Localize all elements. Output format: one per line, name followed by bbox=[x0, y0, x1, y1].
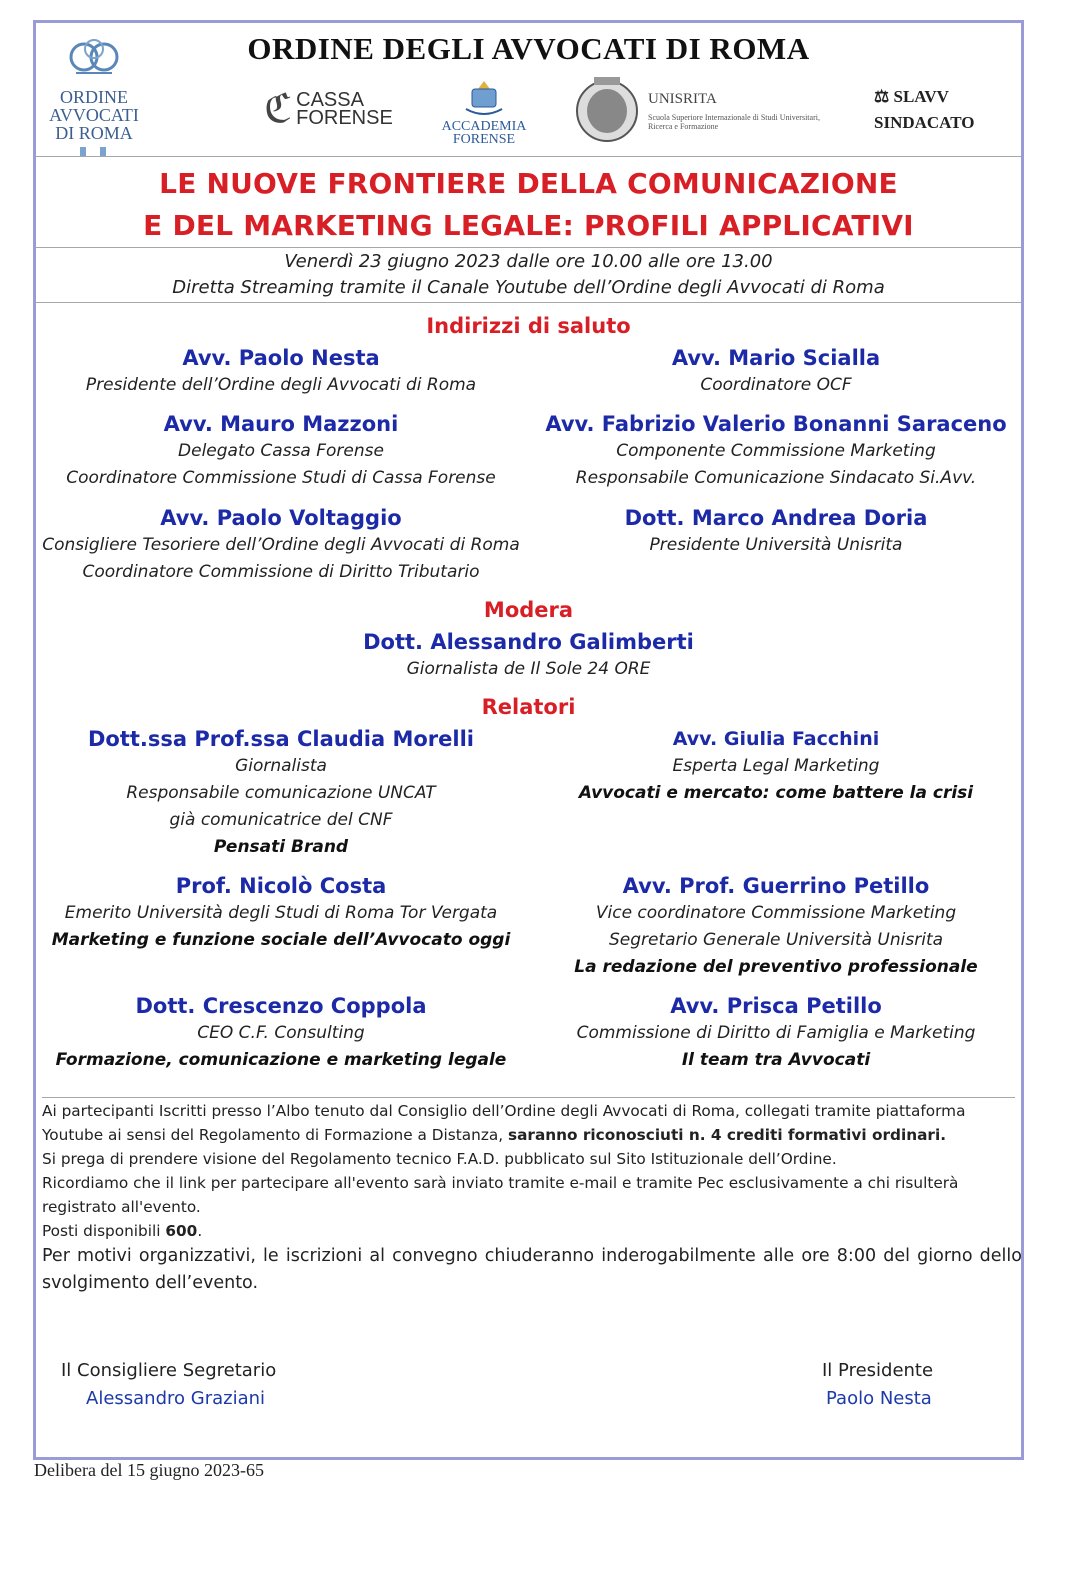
notes-iscrizioni: Per motivi organizzativi, le iscrizioni al convegno chiuderanno inderogabilmente alle ore 8:00 del giorno dello svolgimento dell’evento. bbox=[42, 1246, 1022, 1293]
header-divider bbox=[36, 156, 1021, 157]
speaker-role: Consigliere Tesoriere dell’Ordine degli Avvocati di Roma bbox=[42, 535, 520, 555]
relatori-heading: Relatori bbox=[481, 695, 576, 719]
speaker-name: Avv. Paolo Nesta bbox=[182, 346, 380, 370]
event-title-line1: LE NUOVE FRONTIERE DELLA COMUNICAZIONE bbox=[159, 167, 898, 200]
unisrita-subtitle: Scuola Superiore Internazionale di Studi Universitari, Ricerca e Formazione bbox=[648, 113, 820, 131]
relatore-name: Avv. Prof. Guerrino Petillo bbox=[622, 874, 930, 898]
signature-right-name: Paolo Nesta bbox=[826, 1388, 932, 1409]
speaker-name: Avv. Paolo Voltaggio bbox=[160, 506, 402, 530]
relatore bbox=[531, 725, 1021, 807]
event-streaming: Diretta Streaming tramite il Canale Youtube dell’Ordine degli Avvocati di Roma bbox=[172, 277, 885, 298]
event-title-line2: E DEL MARKETING LEGALE: PROFILI APPLICATIVI bbox=[143, 209, 914, 242]
modera-heading: Modera bbox=[483, 598, 574, 622]
cassa-logo-line2: FORENSE bbox=[296, 107, 393, 129]
moderator-role: Giornalista de Il Sole 24 ORE bbox=[406, 659, 651, 679]
moderator-name: Dott. Alessandro Galimberti bbox=[363, 630, 694, 654]
event-date: Venerdì 23 giugno 2023 dalle ore 10.00 alle ore 13.00 bbox=[284, 251, 773, 272]
cassa-forense-logo bbox=[264, 86, 393, 131]
relatore-topic: Pensati Brand bbox=[213, 837, 349, 857]
relatore-role: Esperta Legal Marketing bbox=[672, 756, 880, 776]
relatore-role: Vice coordinatore Commissione Marketing bbox=[595, 903, 957, 923]
relatore bbox=[531, 872, 1021, 981]
signature-left-name: Alessandro Graziani bbox=[86, 1388, 266, 1409]
notes-posti bbox=[42, 1219, 1022, 1243]
relatore bbox=[531, 992, 1021, 1074]
relatore-role: Emerito Università degli Studi di Roma Tor Vergata bbox=[64, 903, 498, 923]
ordine-avvocati-logo bbox=[44, 37, 144, 160]
speaker-name: Avv. Mauro Mazzoni bbox=[163, 412, 399, 436]
notes-credits-text: Ai partecipanti Iscritti presso l’Albo tenuto dal Consiglio dell’Ordine degli Avvocati di Roma, collegati tramite piattaforma Youtube ai sensi del Regolamento di Formazione a Distanza, bbox=[42, 1102, 966, 1144]
speaker-role: Coordinatore Commissione di Diritto Tributario bbox=[82, 562, 480, 582]
relatore-topic: Marketing e funzione sociale dell’Avvocato oggi bbox=[51, 930, 511, 950]
relatore-role: CEO C.F. Consulting bbox=[197, 1023, 365, 1043]
accademia-crest-icon bbox=[460, 79, 508, 117]
cf-monogram-icon: ℭ bbox=[264, 86, 293, 131]
relatore-name: Dott.ssa Prof.ssa Claudia Morelli bbox=[88, 727, 474, 751]
cassa-logo-line1: CASSA bbox=[296, 89, 364, 111]
saluto-speaker bbox=[36, 504, 526, 586]
document-title: ORDINE DEGLI AVVOCATI DI ROMA bbox=[247, 31, 810, 66]
saluto-speaker bbox=[36, 410, 526, 492]
ordine-logo-line3: DI ROMA bbox=[55, 123, 133, 143]
slavv-sub: SINDACATO bbox=[874, 113, 975, 132]
speaker-role: Presidente dell’Ordine degli Avvocati di Roma bbox=[85, 375, 477, 395]
saluto-speaker bbox=[531, 344, 1021, 399]
notes-posti-count: 600 bbox=[165, 1222, 198, 1240]
notes-regolamento: Si prega di prendere visione del Regolamento tecnico F.A.D. pubblicato sul Sito Istituzionale dell’Ordine. bbox=[42, 1150, 837, 1168]
speaker-role: Coordinatore Commissione Studi di Cassa Forense bbox=[66, 468, 496, 488]
info-divider bbox=[36, 302, 1021, 303]
speaker-name: Avv. Mario Scialla bbox=[671, 346, 881, 370]
document-frame bbox=[33, 20, 1024, 1460]
relatore bbox=[36, 725, 526, 861]
relatore bbox=[36, 992, 526, 1074]
saluto-heading: Indirizzi di saluto bbox=[426, 314, 631, 338]
event-title bbox=[36, 163, 1021, 247]
accademia-logo-line2: FORENSE bbox=[452, 132, 516, 147]
relatore-role: Segretario Generale Università Unisrita bbox=[608, 930, 944, 950]
relatore-topic: La redazione del preventivo professionale bbox=[574, 957, 978, 977]
relatore-name: Prof. Nicolò Costa bbox=[175, 874, 387, 898]
unisrita-name: UNISRITA bbox=[648, 91, 717, 107]
speaker-role: Presidente Università Unisrita bbox=[649, 535, 903, 555]
speaker-role: Coordinatore OCF bbox=[700, 375, 852, 395]
notes-link: Ricordiamo che il link per partecipare all'evento sarà inviato tramite e-mail e tramite Pec esclusivamente a chi risulterà registrato all'evento. bbox=[42, 1174, 959, 1216]
ordine-logo-line1: ORDINE bbox=[60, 87, 128, 107]
slavv-name: SLAVV bbox=[893, 87, 949, 106]
unisrita-logo bbox=[574, 75, 834, 145]
relatore-name: Avv. Giulia Facchini bbox=[672, 728, 880, 750]
relatore-name: Dott. Crescenzo Coppola bbox=[135, 994, 427, 1018]
speaker-role: Delegato Cassa Forense bbox=[178, 441, 384, 461]
signature-left bbox=[61, 1357, 276, 1413]
signature-left-role: Il Consigliere Segretario bbox=[61, 1360, 277, 1381]
signature-right bbox=[822, 1357, 933, 1413]
saluto-speaker bbox=[36, 344, 526, 399]
speaker-role: Responsabile Comunicazione Sindacato Si.Avv. bbox=[575, 468, 977, 488]
saluto-speaker bbox=[531, 504, 1021, 559]
unisrita-seal-icon bbox=[574, 75, 640, 143]
speaker-name: Dott. Marco Andrea Doria bbox=[624, 506, 928, 530]
ordine-emblem-icon bbox=[66, 37, 122, 81]
relatore-role: Commissione di Diritto di Famiglia e Marketing bbox=[576, 1023, 976, 1043]
relatore-role: già comunicatrice del CNF bbox=[169, 810, 393, 830]
notes-posti-label: Posti disponibili bbox=[42, 1222, 166, 1240]
signature-right-role: Il Presidente bbox=[822, 1360, 934, 1381]
saluto-speaker bbox=[531, 410, 1021, 492]
slavv-logo bbox=[874, 87, 974, 133]
notes-posti-end: . bbox=[197, 1222, 203, 1240]
relatore-topic: Il team tra Avvocati bbox=[681, 1050, 871, 1070]
notes-block bbox=[42, 1099, 1022, 1297]
ordine-logo-line2: AVVOCATI bbox=[49, 105, 139, 125]
delibera-footer: Delibera del 15 giugno 2023-65 bbox=[34, 1460, 264, 1480]
accademia-forense-logo bbox=[434, 79, 534, 146]
speaker-role: Componente Commissione Marketing bbox=[616, 441, 936, 461]
scales-icon: ⚖ bbox=[874, 87, 890, 106]
speaker-name: Avv. Fabrizio Valerio Bonanni Saraceno bbox=[545, 412, 1007, 436]
notes-divider bbox=[42, 1097, 1015, 1098]
title-divider bbox=[36, 247, 1021, 248]
relatore-role: Responsabile comunicazione UNCAT bbox=[126, 783, 436, 803]
relatore-topic: Avvocati e mercato: come battere la crisi bbox=[578, 783, 974, 803]
relatore bbox=[36, 872, 526, 954]
moderator bbox=[36, 628, 1021, 683]
relatore-topic: Formazione, comunicazione e marketing legale bbox=[55, 1050, 507, 1070]
accademia-logo-line1: ACCADEMIA bbox=[441, 119, 527, 134]
relatore-name: Avv. Prisca Petillo bbox=[670, 994, 882, 1018]
relatore-role: Giornalista bbox=[235, 756, 327, 776]
notes-credits-bold: saranno riconosciuti n. 4 crediti formativi ordinari. bbox=[507, 1126, 947, 1144]
notes-credits bbox=[42, 1099, 1022, 1147]
